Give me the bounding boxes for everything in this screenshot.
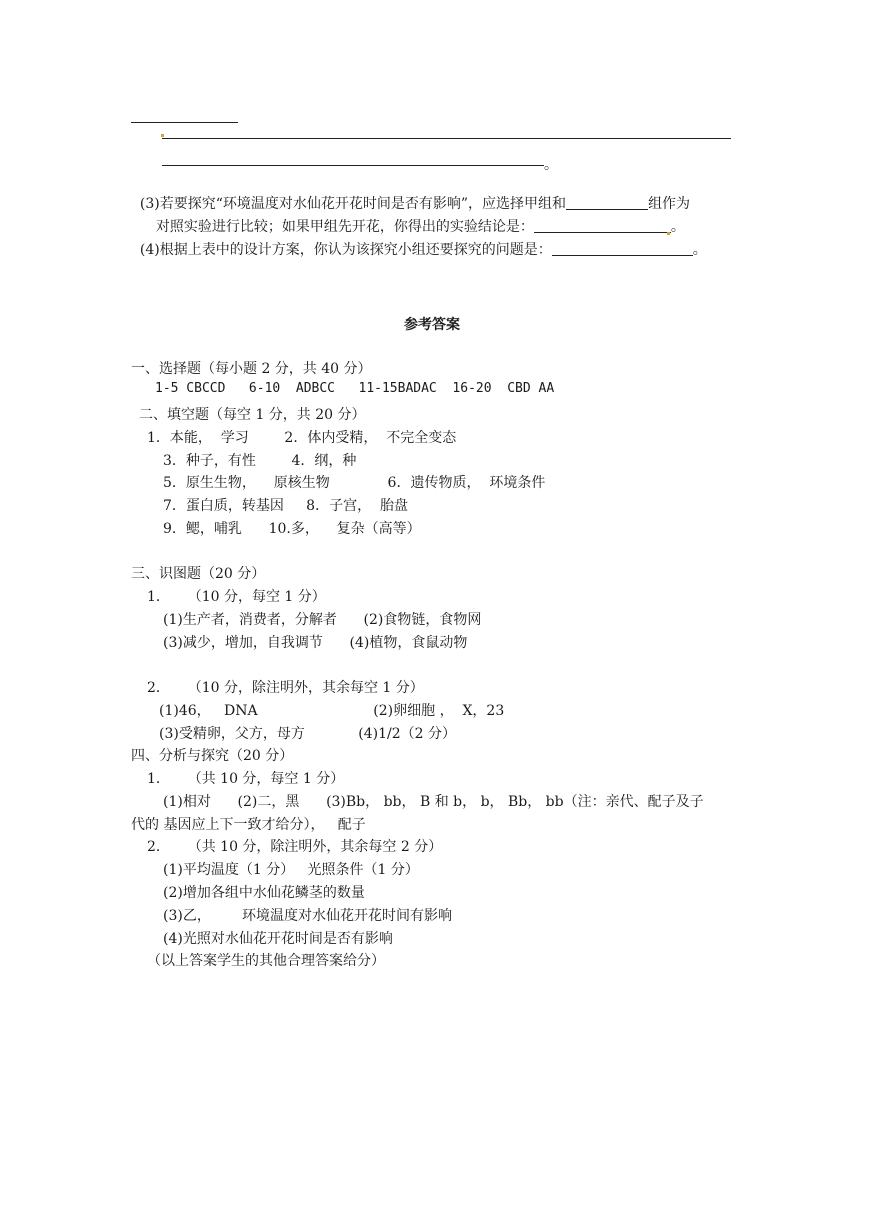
section-3-heading: 三、识图题（20 分） xyxy=(131,566,266,582)
question-3-text-end: 组作为 xyxy=(648,196,691,212)
answer-line: 代的 基因应上下一致才给分）， 配子 xyxy=(131,817,366,833)
mark-dot xyxy=(667,232,670,235)
answer-line-short xyxy=(131,122,238,123)
section-4-heading: 四、分析与探究（20 分） xyxy=(131,748,294,764)
answer-blank xyxy=(552,241,693,256)
answer-line: 1． （共 10 分，每空 1 分） xyxy=(147,771,345,787)
question-4-text: (4)根据上表中的设计方案，你认为该探究小组还要探究的问题是： xyxy=(139,242,552,258)
period: 。 xyxy=(670,219,685,235)
section-2-heading: 二、填空题（每空 1 分，共 20 分） xyxy=(139,407,366,423)
answer-line: 1-5 CBCCD 6-10 ADBCC 11-15BADAC 16-20 CBD AA xyxy=(155,381,555,396)
answer-line-medium xyxy=(162,165,544,166)
answer-line: (1)46， DNA (2)卵细胞 ， X，23 xyxy=(159,703,505,719)
period: 。 xyxy=(544,157,558,173)
answer-key-title: 参考答案 xyxy=(404,317,460,333)
question-3-conclusion-text: 对照实验进行比较；如果甲组先开花，你得出的实验结论是： xyxy=(155,219,534,235)
answer-line: (1)生产者，消费者，分解者 (2)食物链，食物网 xyxy=(163,612,482,628)
section-1-heading: 一、选择题（每小题 2 分，共 40 分） xyxy=(131,361,372,377)
period: 。 xyxy=(692,242,707,258)
answer-line: (4)光照对水仙花开花时间是否有影响 xyxy=(163,931,393,947)
answer-line: (3)受精卵，父方，母方 (4)1/2（2 分） xyxy=(159,726,456,742)
answer-line: 2． （10 分，除注明外，其余每空 1 分） xyxy=(147,680,424,696)
answer-line: (3)减少，增加，自我调节 (4)植物，食鼠动物 xyxy=(163,635,468,651)
answer-line: (2)增加各组中水仙花鳞茎的数量 xyxy=(163,885,365,901)
mark-dot xyxy=(161,134,164,137)
answer-line: 9．鳃，哺乳 10.多， 复杂（高等） xyxy=(163,521,421,537)
question-3-text: (3)若要探究“环境温度对水仙花开花时间是否有影响”，应选择甲组和 xyxy=(139,196,567,212)
answer-line: (1)相对 (2)二，黑 (3)Bb， bb， B 和 b， b， Bb， bb（注：亲代、配子及子 xyxy=(163,794,704,810)
answer-line: (1)平均温度（1 分） 光照条件（1 分） xyxy=(163,862,419,878)
answer-line: 1．本能， 学习 2．体内受精， 不完全变态 xyxy=(147,430,457,446)
answer-note: （以上答案学生的其他合理答案给分） xyxy=(147,953,385,969)
answer-line: (3)乙， 环境温度对水仙花开花时间有影响 xyxy=(163,908,452,924)
answer-line: 3．种子，有性 4．纲，种 xyxy=(163,453,357,469)
answer-line: 2． （共 10 分，除注明外，其余每空 2 分） xyxy=(147,839,443,855)
answer-line: 1． （10 分，每空 1 分） xyxy=(147,589,326,605)
answer-line-long xyxy=(162,138,731,139)
question-4-line xyxy=(131,223,707,259)
answer-line: 5．原生生物， 原核生物 6．遗传物质， 环境条件 xyxy=(163,475,546,491)
answer-line: 7．蛋白质，转基因 8．子宫， 胎盘 xyxy=(163,498,408,514)
